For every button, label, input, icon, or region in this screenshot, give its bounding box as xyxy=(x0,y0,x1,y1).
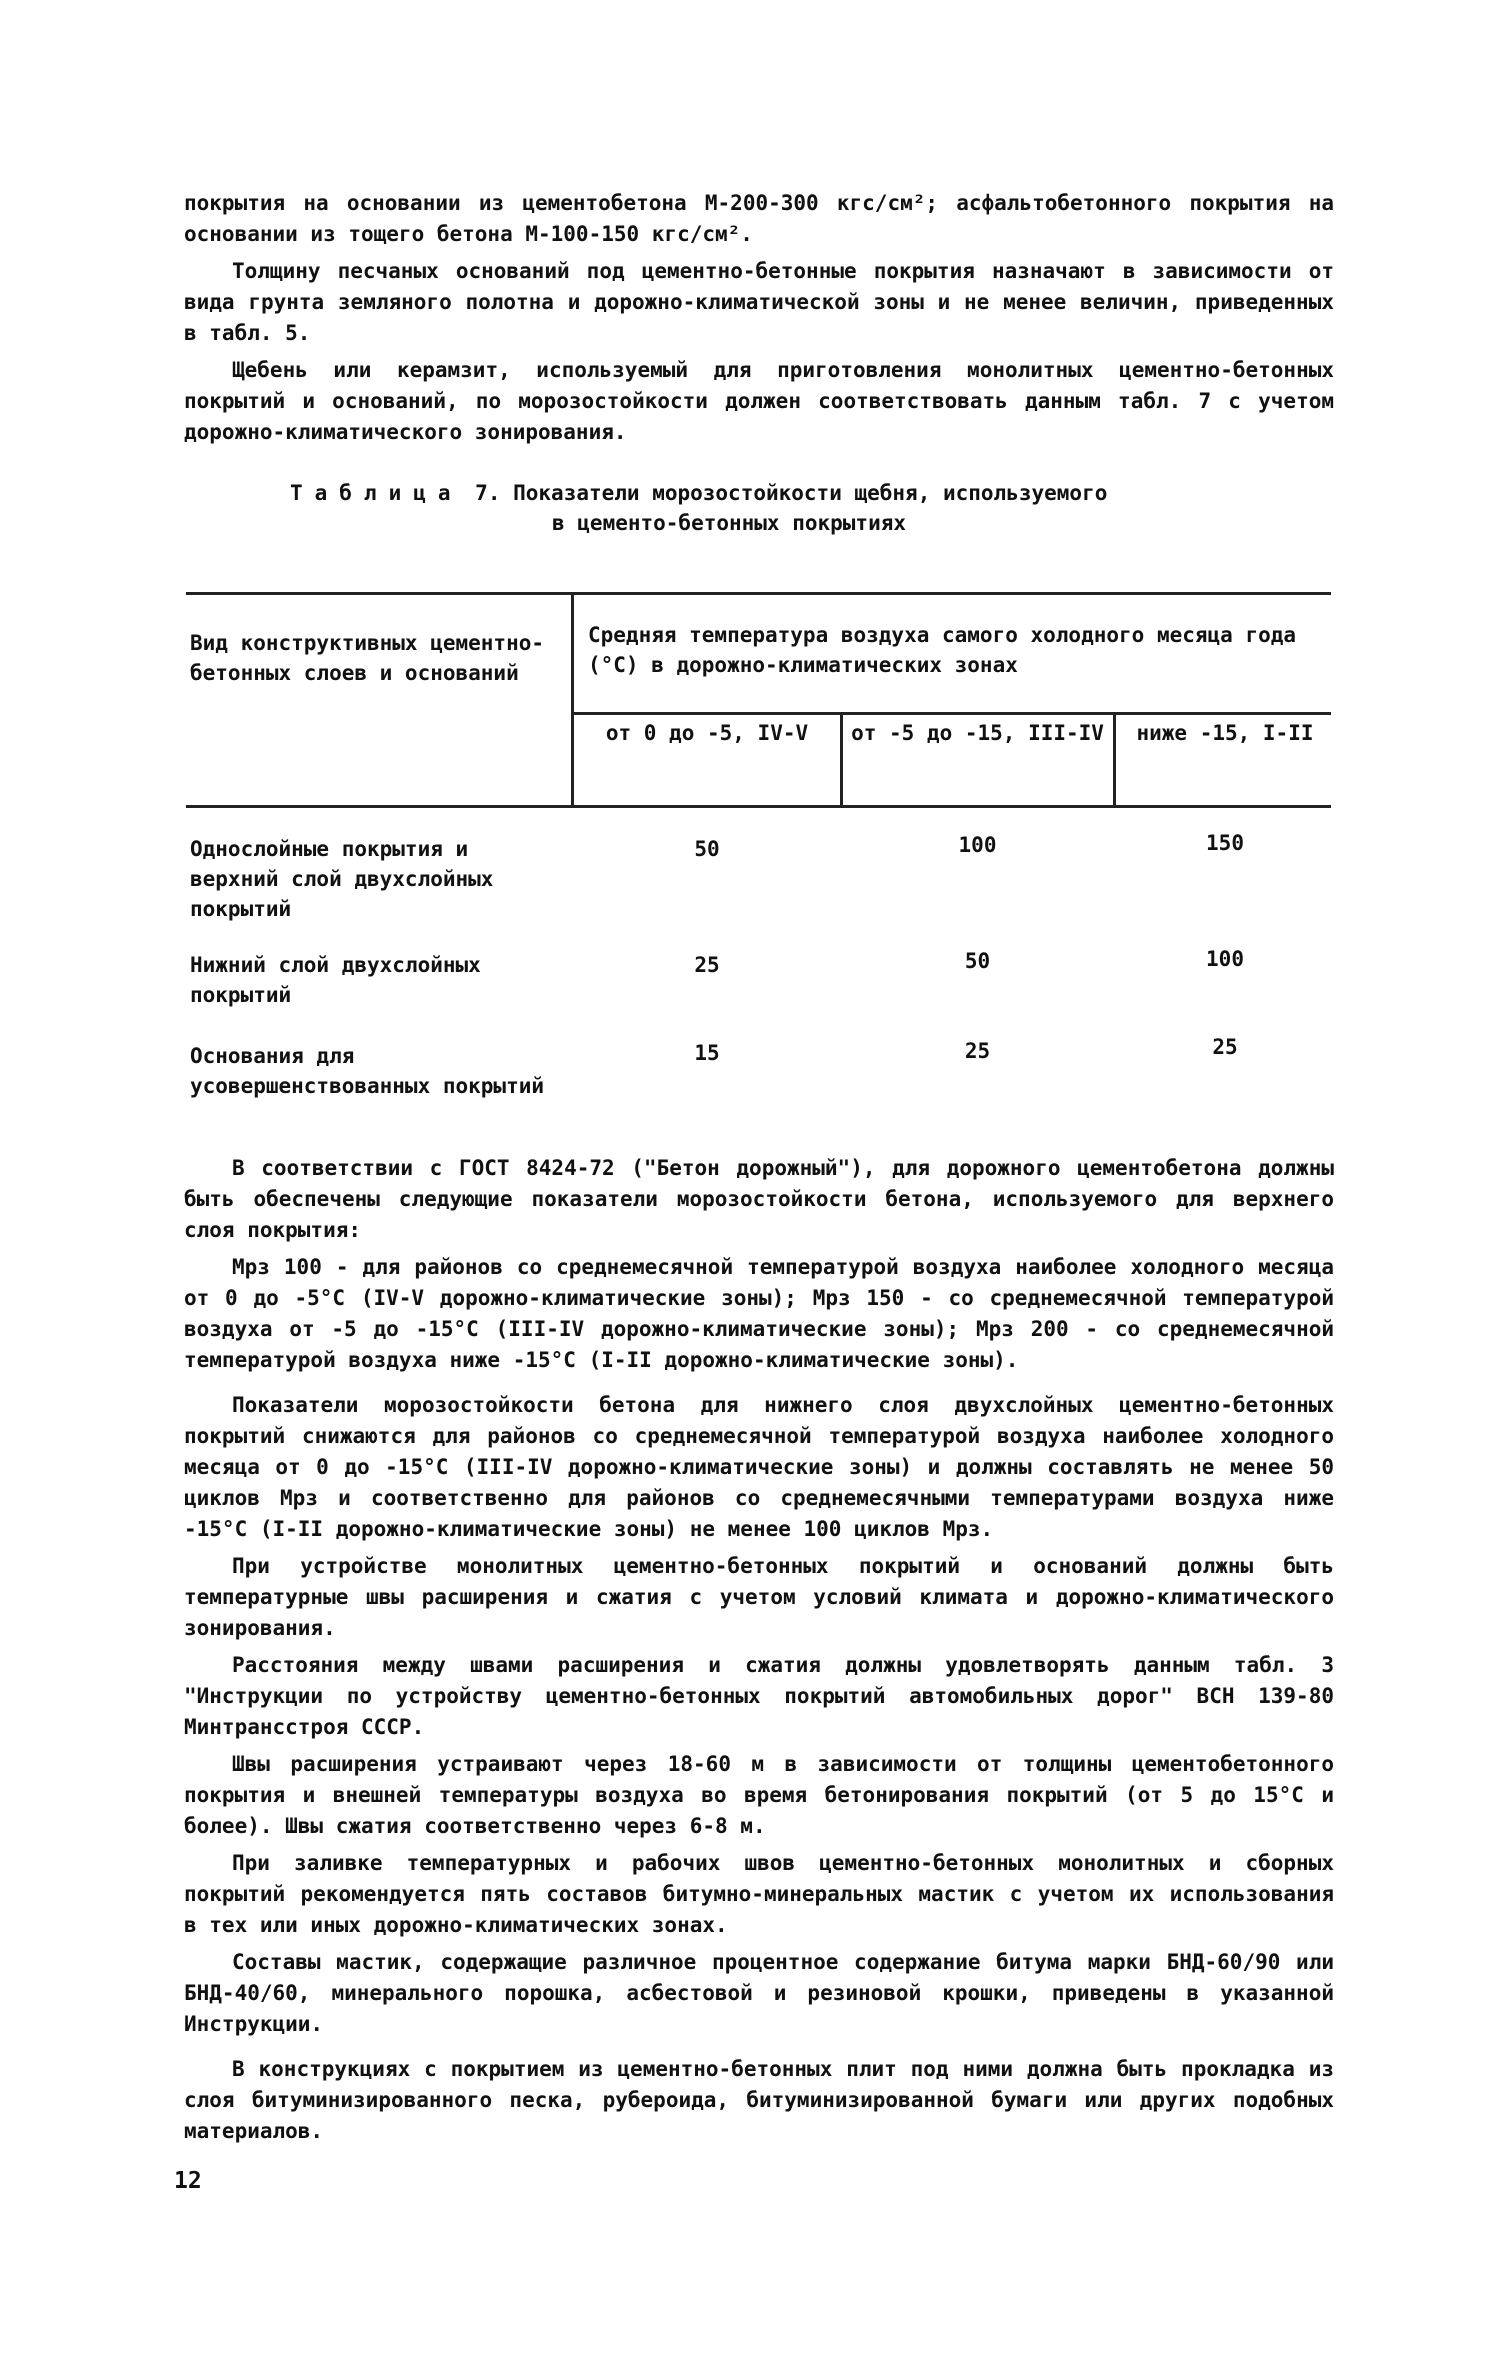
page-number: 12 xyxy=(174,2168,202,2194)
table-row-label: Однослойные покрытия и верхний слой двухслойных покрытий xyxy=(190,837,494,921)
table-cell: 100 xyxy=(1206,947,1244,971)
table-header-zone-3: ниже -15, I-II xyxy=(1136,721,1314,745)
paragraph-12: В конструкциях с покрытием из цементно-бетонных плит под ними должна быть прокладка из слоя битуминизированного песка, рубероида, битуминизированной бумаги или других подобных материалов. xyxy=(184,2057,1334,2143)
table-cell: 15 xyxy=(694,1041,720,1065)
table-row-label: Нижний слой двухслойных покрытий xyxy=(190,953,481,1007)
paragraph-9: Швы расширения устраивают через 18-60 м в зависимости от толщины цементобетонного покрытия и внешней температуры воздуха во время бетонирования покрытий (от 5 до 15°С и более). Швы сжатия соответственно через 6-8 м. xyxy=(184,1752,1334,1838)
table-cell: 25 xyxy=(694,953,720,977)
table-top-rule xyxy=(186,592,1331,595)
paragraph-3: Щебень или керамзит, используемый для приготовления монолитных цементно-бетонных покрытий и оснований, по морозостойкости должен соответствовать данным табл. 7 с учетом дорожно-климатического зонирования. xyxy=(184,358,1334,444)
table-header-zone-1: от 0 до -5, IV-V xyxy=(605,721,809,745)
table-cell: 150 xyxy=(1206,831,1244,855)
table-divider-2 xyxy=(840,714,843,806)
body-text xyxy=(184,1153,1334,2147)
paragraph-7: При устройстве монолитных цементно-бетонных покрытий и оснований должны быть температурные швы расширения и сжатия с учетом условий климата и дорожно-климатического зонирования. xyxy=(184,1554,1334,1640)
paragraph-2: Толщину песчаных оснований под цементно-бетонные покрытия назначают в зависимости от вида грунта земляного полотна и дорожно-климатической зоны и не менее величин, приведенных в табл. 5. xyxy=(184,259,1334,345)
table-subheader-rule xyxy=(572,712,1331,715)
table-divider-3 xyxy=(1113,714,1116,806)
table-title-line2: в цементо-бетонных покрытиях xyxy=(552,511,907,535)
paragraph-1: покрытия на основании из цементобетона М-200-300 кгс/см²; асфальтобетонного покрытия на основании из тощего бетона М-100-150 кгс/см². xyxy=(184,191,1334,246)
table-header-zone-2: от -5 до -15, III-IV xyxy=(851,721,1104,745)
paragraph-11: Составы мастик, содержащие различное процентное содержание битума марки БНД-60/90 или БНД-40/60, минерального порошка, асбестовой и резиновой крошки, приведены в указанной Инструкции. xyxy=(184,1950,1334,2036)
paragraph-5: Мрз 100 - для районов со среднемесячной температурой воздуха наиболее холодного месяца от 0 до -5°С (IV-V дорожно-климатические зоны); Мрз 150 - со среднемесячной температурой воздуха от -5 до -15°С (III-IV дорожно-климатические зоны); Мрз 200 - со среднемесячной температурой воздуха ниже -15°С (I-II дорожно-климатические зоны). xyxy=(184,1255,1334,1372)
paragraph-8: Расстояния между швами расширения и сжатия должны удовлетворять данным табл. 3 "Инструкции по устройству цементно-бетонных покрытий автомобильных дорог" ВСН 139-80 Минтрансстроя СССР. xyxy=(184,1653,1334,1739)
paragraph-4: В соответствии с ГОСТ 8424-72 ("Бетон дорожный"), для дорожного цементобетона должны быть обеспечены следующие показатели морозостойкости бетона, используемого для верхнего слоя покрытия: xyxy=(184,1156,1334,1242)
table-cell: 25 xyxy=(964,1039,991,1063)
table-cell: 50 xyxy=(694,837,720,861)
table-header-layers: Вид конструктивных цементно-бетонных слоев и оснований xyxy=(190,631,545,685)
table-label: Таблица xyxy=(290,481,463,505)
table-number: 7. xyxy=(475,481,501,505)
table-cell: 100 xyxy=(958,833,997,857)
table-row-label: Основания для усовершенствованных покрытий xyxy=(190,1044,545,1098)
table-cell: 50 xyxy=(964,949,991,973)
paragraph-10: При заливке температурных и рабочих швов цементно-бетонных монолитных и сборных покрытий рекомендуется пять составов битумно-минеральных мастик с учетом их использования в тех или иных дорожно-климатических зонах. xyxy=(184,1851,1334,1937)
table-cell: 25 xyxy=(1212,1035,1238,1059)
table-title-line1: Показатели морозостойкости щебня, используемого xyxy=(513,481,1108,505)
paragraph-6: Показатели морозостойкости бетона для нижнего слоя двухслойных цементно-бетонных покрытий снижаются для районов со среднемесячной температурой воздуха наиболее холодного месяца от 0 до -15°С (III-IV дорожно-климатические зоны) и должны составлять не менее 50 циклов Мрз и соответственно для районов со среднемесячными температурами воздуха ниже -15°С (I-II дорожно-климатические зоны) не менее 100 циклов Мрз. xyxy=(184,1393,1334,1541)
table-header-bottom-rule xyxy=(186,805,1331,808)
table-header-temperature: Средняя температура воздуха самого холодного месяца года (°С) в дорожно-климатических зонах xyxy=(588,623,1297,677)
table-divider-1 xyxy=(571,594,574,806)
table-caption xyxy=(290,478,1290,538)
intro-text xyxy=(184,188,1334,448)
